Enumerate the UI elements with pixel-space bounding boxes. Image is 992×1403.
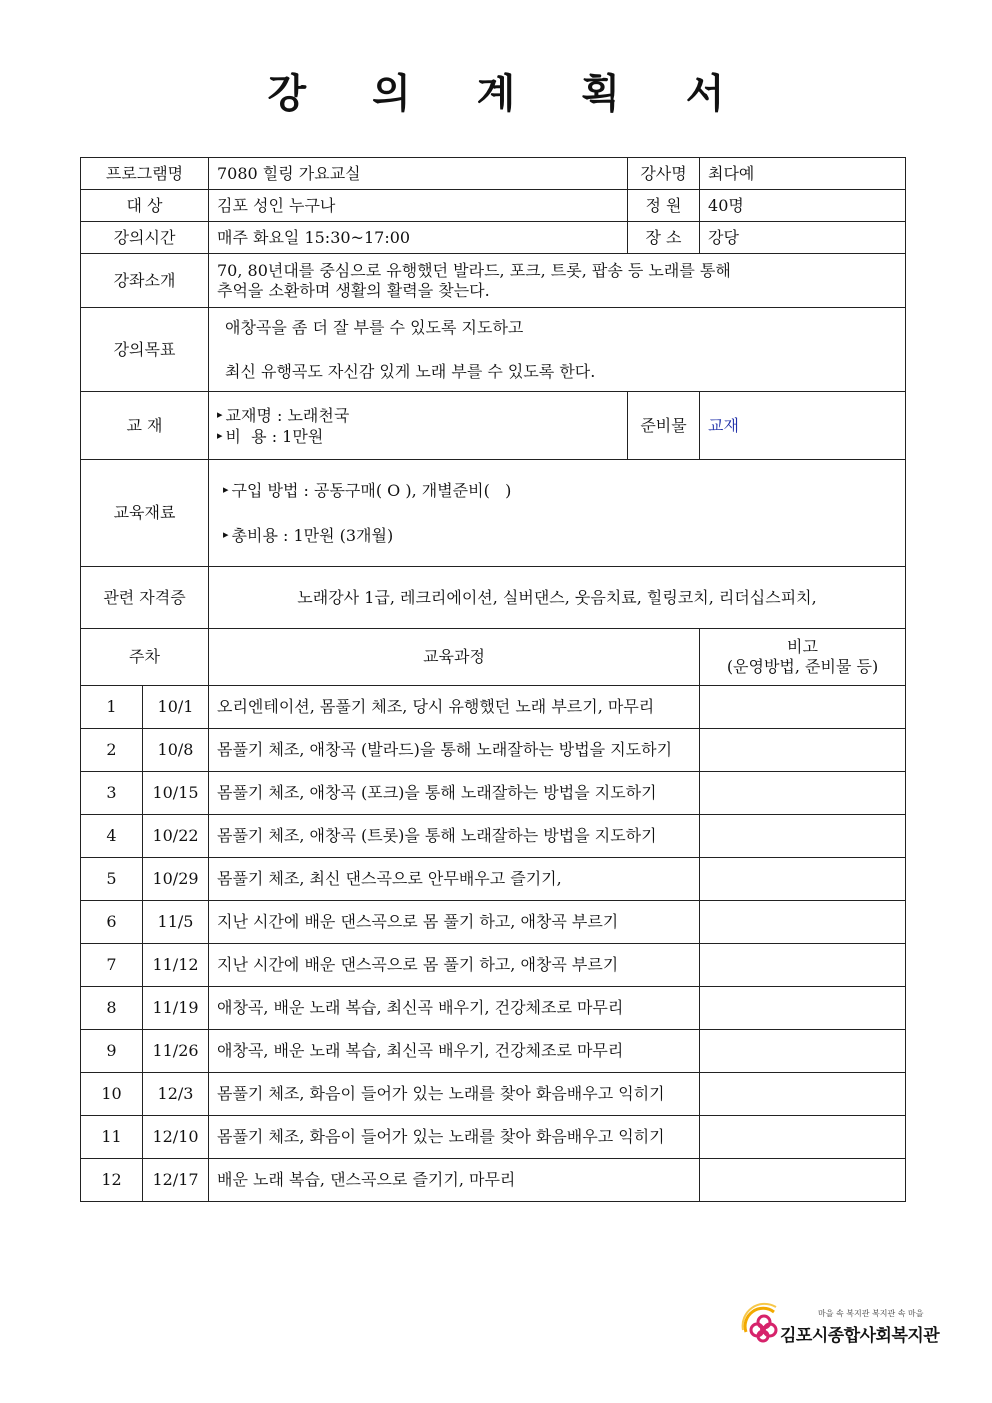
schedule-row (81, 729, 906, 772)
time-value: 매주 화요일 15:30~17:00 (209, 222, 628, 254)
week-date: 10/22 (143, 815, 209, 858)
textbook-label: 교 재 (81, 392, 209, 460)
prep-value: 교재 (700, 392, 906, 460)
week-number: 7 (81, 944, 143, 987)
bullet-icon: ▸ (223, 528, 229, 541)
schedule-row (81, 1116, 906, 1159)
schedule-row (81, 858, 906, 901)
textbook-name: 교재명 : 노래천국 (225, 405, 350, 425)
course-content: 지난 시간에 배운 댄스곡으로 몸 풀기 하고, 애창곡 부르기 (209, 901, 700, 944)
schedule-row (81, 1030, 906, 1073)
cert-label: 관련 자격증 (81, 567, 209, 629)
week-date: 10/1 (143, 686, 209, 729)
course-content: 애창곡, 배운 노래 복습, 최신곡 배우기, 건강체조로 마무리 (209, 987, 700, 1030)
document-title: 강 의 계 획 서 (267, 71, 751, 117)
place-value: 강당 (700, 222, 906, 254)
textbook-line (217, 426, 619, 447)
course-note (700, 1073, 906, 1116)
course-content: 몸풀기 체조, 애창곡 (발라드)을 통해 노래잘하는 방법을 지도하기 (209, 729, 700, 772)
schedule-row (81, 1159, 906, 1202)
course-content: 몸풀기 체조, 애창곡 (포크)을 통해 노래잘하는 방법을 지도하기 (209, 772, 700, 815)
week-date: 10/8 (143, 729, 209, 772)
target-label: 대 상 (81, 190, 209, 222)
week-date: 11/5 (143, 901, 209, 944)
lecture-plan-table (80, 157, 906, 1202)
schedule-body (81, 686, 906, 1202)
intro-value (209, 254, 906, 308)
week-number: 4 (81, 815, 143, 858)
course-note (700, 901, 906, 944)
course-content: 몸풀기 체조, 최신 댄스곡으로 안무배우고 즐기기, (209, 858, 700, 901)
program-label: 프로그램명 (81, 158, 209, 190)
week-header: 주차 (81, 629, 209, 686)
course-note (700, 686, 906, 729)
note-header-title: 비고 (787, 637, 818, 656)
intro-line: 70, 80년대를 중심으로 유행했던 발라드, 포크, 트롯, 팝송 등 노래를 통해 (217, 260, 731, 280)
intro-label: 강좌소개 (81, 254, 209, 308)
program-row (81, 158, 906, 190)
instructor-value: 최다예 (700, 158, 906, 190)
course-note (700, 815, 906, 858)
schedule-row (81, 686, 906, 729)
textbook-cost: 비 용 : 1만원 (225, 426, 324, 446)
course-note (700, 729, 906, 772)
note-header (700, 629, 906, 686)
flower-logo-icon (740, 1302, 784, 1348)
note-header-sub: (운영방법, 준비물 등) (726, 657, 879, 676)
course-note (700, 1030, 906, 1073)
textbook-row (81, 392, 906, 460)
schedule-row (81, 772, 906, 815)
week-number: 8 (81, 987, 143, 1030)
goal-row (81, 308, 906, 392)
week-date: 12/10 (143, 1116, 209, 1159)
course-content: 지난 시간에 배운 댄스곡으로 몸 풀기 하고, 애창곡 부르기 (209, 944, 700, 987)
time-label: 강의시간 (81, 222, 209, 254)
material-value (209, 460, 906, 567)
course-content: 몸풀기 체조, 화음이 들어가 있는 노래를 찾아 화음배우고 익히기 (209, 1116, 700, 1159)
program-value: 7080 힐링 가요교실 (209, 158, 628, 190)
course-note (700, 1159, 906, 1202)
week-number: 3 (81, 772, 143, 815)
instructor-label: 강사명 (628, 158, 700, 190)
course-header: 교육과정 (209, 629, 700, 686)
goal-value (209, 308, 906, 392)
course-content: 배운 노래 복습, 댄스곡으로 즐기기, 마무리 (209, 1159, 700, 1202)
week-date: 12/3 (143, 1073, 209, 1116)
material-line (223, 480, 897, 501)
schedule-row (81, 987, 906, 1030)
target-value: 김포 성인 누구나 (209, 190, 628, 222)
textbook-value (209, 392, 628, 460)
logo-name: 김포시종합사회복지관 (780, 1326, 940, 1346)
schedule-row (81, 944, 906, 987)
target-row (81, 190, 906, 222)
capacity-value: 40명 (700, 190, 906, 222)
course-note (700, 987, 906, 1030)
goal-line: 애창곡을 좀 더 잘 부를 수 있도록 지도하고 (225, 317, 524, 337)
week-date: 12/17 (143, 1159, 209, 1202)
week-date: 11/12 (143, 944, 209, 987)
course-note (700, 944, 906, 987)
material-line (223, 525, 897, 546)
cert-value: 노래강사 1급, 레크리에이션, 실버댄스, 웃음치료, 힐링코치, 리더십스피치, (209, 567, 906, 629)
material-purchase: 구입 방법 : 공동구매( O ), 개별준비( ) (231, 481, 512, 500)
intro-line: 추억을 소환하며 생활의 활력을 찾는다. (217, 280, 490, 300)
goal-label: 강의목표 (81, 308, 209, 392)
week-number: 10 (81, 1073, 143, 1116)
course-note (700, 772, 906, 815)
week-number: 12 (81, 1159, 143, 1202)
intro-row (81, 254, 906, 308)
week-number: 2 (81, 729, 143, 772)
bullet-icon: ▸ (217, 407, 223, 421)
week-date: 10/15 (143, 772, 209, 815)
course-note (700, 858, 906, 901)
course-note (700, 1116, 906, 1159)
course-content: 몸풀기 체조, 화음이 들어가 있는 노래를 찾아 화음배우고 익히기 (209, 1073, 700, 1116)
week-number: 5 (81, 858, 143, 901)
schedule-row (81, 1073, 906, 1116)
week-date: 10/29 (143, 858, 209, 901)
cert-row (81, 567, 906, 629)
week-number: 11 (81, 1116, 143, 1159)
course-content: 오리엔테이션, 몸풀기 체조, 당시 유행했던 노래 부르기, 마무리 (209, 686, 700, 729)
prep-label: 준비물 (628, 392, 700, 460)
week-date: 11/19 (143, 987, 209, 1030)
week-date: 11/26 (143, 1030, 209, 1073)
week-number: 1 (81, 686, 143, 729)
bullet-icon: ▸ (217, 428, 223, 442)
schedule-row (81, 815, 906, 858)
capacity-label: 정 원 (628, 190, 700, 222)
material-row (81, 460, 906, 567)
place-label: 장 소 (628, 222, 700, 254)
schedule-header-row (81, 629, 906, 686)
textbook-line (217, 405, 619, 426)
bullet-icon: ▸ (223, 483, 229, 496)
course-content: 애창곡, 배운 노래 복습, 최신곡 배우기, 건강체조로 마무리 (209, 1030, 700, 1073)
logo-tagline: 마을 속 복지관 복지관 속 마을 (818, 1309, 924, 1318)
material-label: 교육재료 (81, 460, 209, 567)
organization-logo (740, 1300, 960, 1350)
schedule-row (81, 901, 906, 944)
goal-line: 최신 유행곡도 자신감 있게 노래 부를 수 있도록 한다. (225, 361, 596, 381)
material-total: 총비용 : 1만원 (3개월) (231, 526, 394, 545)
week-number: 6 (81, 901, 143, 944)
time-row (81, 222, 906, 254)
week-number: 9 (81, 1030, 143, 1073)
course-content: 몸풀기 체조, 애창곡 (트롯)을 통해 노래잘하는 방법을 지도하기 (209, 815, 700, 858)
